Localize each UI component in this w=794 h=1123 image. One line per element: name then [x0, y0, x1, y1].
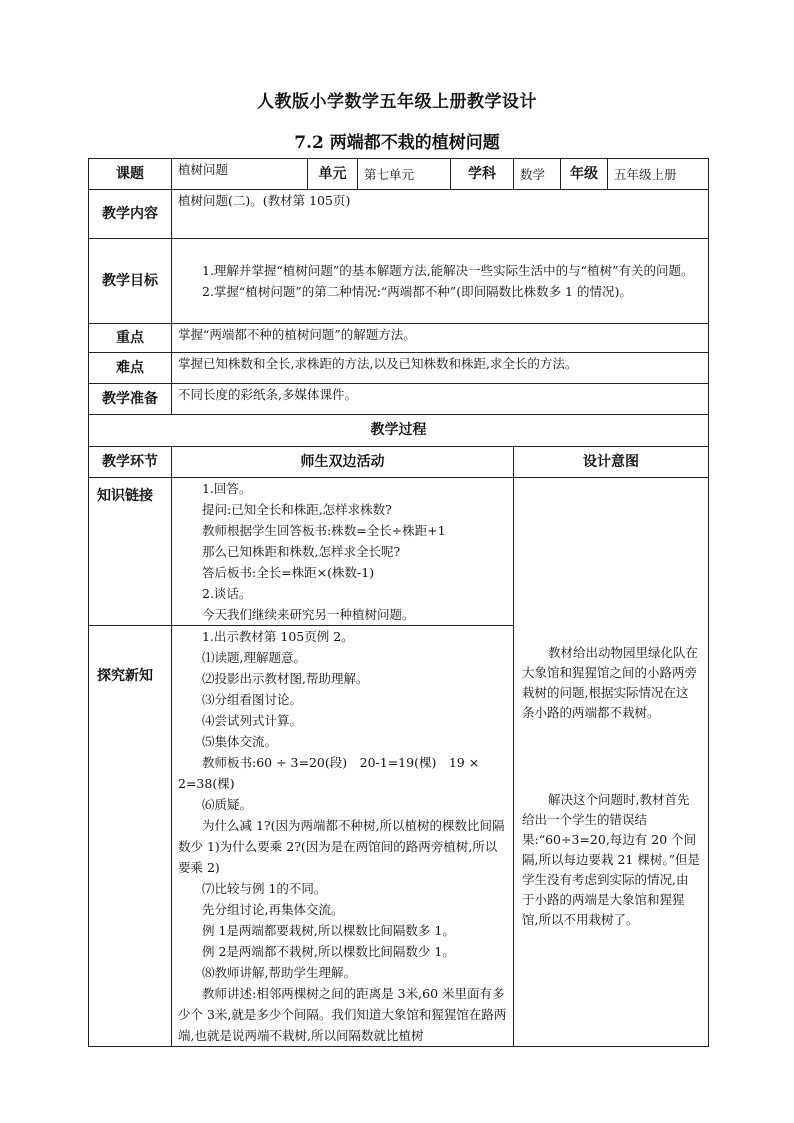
knowledge-line: 那么已知株距和株数,怎样求全长呢?	[202, 544, 401, 559]
goals-row	[89, 239, 709, 324]
difficult-row	[89, 353, 709, 384]
process-title-row	[89, 415, 709, 447]
difficult-value: 掌握已知株数和全长,求株距的方法,以及已知株数和株距,求全长的方法。	[172, 353, 709, 384]
key-value: 掌握“两端都不种的植树问题”的解题方法。	[172, 324, 709, 353]
explore-line: 为什么减 1?(因为两端都不种树,所以植树的棵数比间隔数少 1)为什么要乘 2?(因为是在两馆间的路两旁植树,所以要乘 2)	[178, 818, 505, 875]
unit-label: 单元	[308, 159, 358, 190]
knowledge-line: 答后板书:全长=株距×(株数-1)	[202, 565, 375, 580]
goals-label: 教学目标	[89, 239, 172, 324]
goal-1: 1.理解并掌握“植树问题”的基本解题方法,能解决一些实际生活中的与“植树”有关的问题。	[202, 263, 694, 278]
section-knowledge-row	[89, 478, 709, 626]
explore-line: ⑹质疑。	[202, 797, 253, 812]
knowledge-line: 教师根据学生回答板书:株数=全长÷株距+1	[202, 523, 446, 538]
lesson-plan-table	[88, 158, 709, 1047]
explore-line: 1.出示教材第 105页例 2。	[202, 629, 354, 644]
process-header-row	[89, 447, 709, 478]
knowledge-line: 1.回答。	[202, 481, 252, 496]
col-stage-header: 教学环节	[89, 447, 172, 478]
explore-line: ⑴读题,理解题意。	[202, 650, 306, 665]
knowledge-line: 今天我们继续来研究另一种植树问题。	[202, 607, 415, 622]
col-activity-header: 师生双边活动	[172, 447, 514, 478]
goal-2: 2.掌握“植树问题”的第二种情况:“两端都不种”(即间隔数比株数多 1 的情况)。	[202, 284, 632, 299]
section-explore-label: 探究新知	[89, 626, 172, 1047]
explore-line: ⑸集体交流。	[202, 734, 278, 749]
document-title: 人教版小学数学五年级上册教学设计	[257, 92, 537, 112]
knowledge-line: 提问:已知全长和株距,怎样求株数?	[202, 502, 392, 517]
subject-label: 学科	[451, 159, 514, 190]
unit-value: 第七单元	[358, 159, 451, 190]
knowledge-line: 2.谈话。	[202, 586, 252, 601]
intent-note-1: 教材给出动物园里绿化队在大象馆和猩猩馆之间的小路两旁栽树的问题,根据实际情况在这条小路的两端都不栽树。	[522, 645, 699, 720]
topic-value: 植树问题	[172, 159, 308, 190]
col-intent-header: 设计意图	[514, 447, 709, 478]
section-knowledge-label: 知识链接	[89, 478, 172, 626]
grade-value: 五年级上册	[608, 159, 709, 190]
explore-line: ⑶分组看图讨论。	[202, 692, 303, 707]
content-row	[89, 190, 709, 239]
content-label: 教学内容	[89, 190, 172, 239]
explore-line: 教师板书:60 ÷ 3=20(段) 20-1=19(棵) 19 × 2=38(棵)	[178, 755, 480, 791]
explore-line: 教师讲述:相邻两棵树之间的距离是 3米,60 米里面有多少个 3米,就是多少个间隔。我们知道大象馆和猩猩馆在路两端,也就是说两端不栽树,所以间隔数就比植树	[178, 986, 507, 1043]
topic-label: 课题	[89, 159, 172, 190]
explore-line: ⑺比较与例 1的不同。	[202, 881, 327, 896]
prep-row	[89, 384, 709, 415]
subject-value: 数学	[514, 159, 561, 190]
grade-label: 年级	[561, 159, 608, 190]
process-title: 教学过程	[89, 415, 709, 447]
content-value: 植树问题(二)。(教材第 105页)	[172, 190, 709, 239]
explore-line: 先分组讨论,再集体交流。	[202, 902, 344, 917]
intent-note-2: 解决这个问题时,教材首先给出一个学生的错误结果:“60÷3=20,每边有 20 个间隔,所以每边要栽 21 棵树。”但是学生没有考虑到实际的情况,由于小路的两端是大象馆和猩猩馆,所以不用栽树了。	[522, 792, 700, 927]
lesson-title: 7.2 两端都不栽的植树问题	[294, 133, 500, 153]
explore-line: 例 1是两端都要栽树,所以棵数比间隔数多 1。	[202, 923, 455, 938]
prep-label: 教学准备	[89, 384, 172, 415]
difficult-label: 难点	[89, 353, 172, 384]
key-label: 重点	[89, 324, 172, 353]
prep-value: 不同长度的彩纸条,多媒体课件。	[172, 384, 709, 415]
explore-line: 例 2是两端都不栽树,所以棵数比间隔数少 1。	[202, 944, 455, 959]
explore-line: ⑷尝试列式计算。	[202, 713, 303, 728]
explore-line: ⑵投影出示教材图,帮助理解。	[202, 671, 369, 686]
explore-line: ⑻教师讲解,帮助学生理解。	[202, 965, 356, 980]
info-row	[89, 159, 709, 190]
key-row	[89, 324, 709, 353]
